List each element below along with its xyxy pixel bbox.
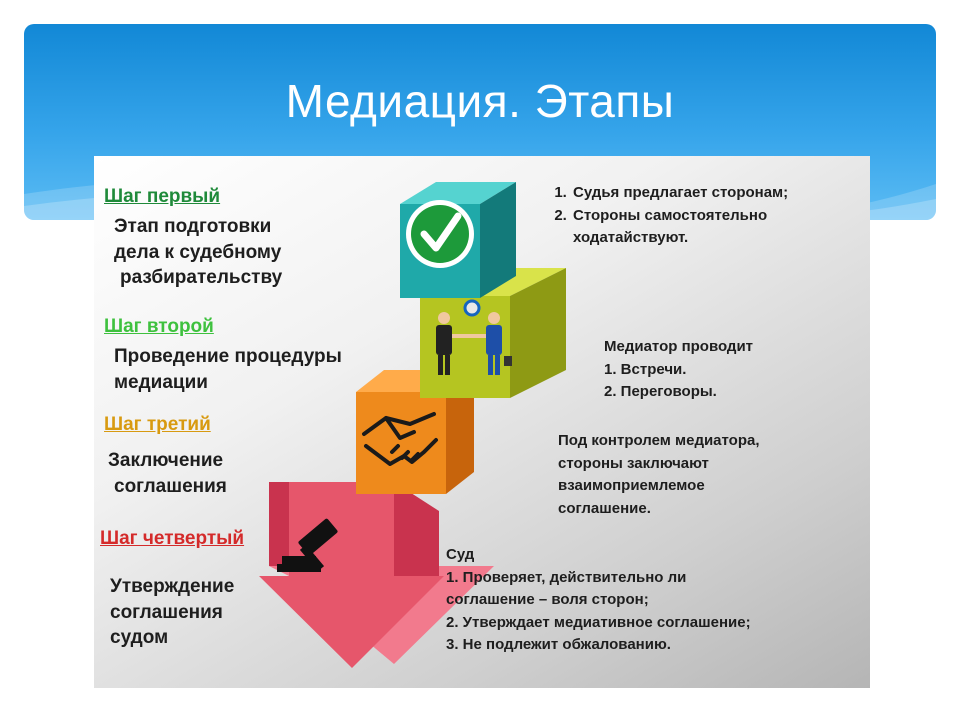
step3-info: Под контролем медиатора, стороны заключают взаимоприемлемое соглашение. <box>558 432 760 517</box>
step1-title: Шаг первый <box>104 186 221 207</box>
step3-description: Заключение соглашения <box>108 450 227 497</box>
step1-info-item: 1. Судья предлагает сторонам; <box>571 182 859 205</box>
step2-description: Проведение процедуры медиации <box>114 346 342 393</box>
step1-description: Этап подготовки дела к судебному разбирательству <box>114 216 283 289</box>
diagram-panel <box>94 156 870 688</box>
step2-info: Медиатор проводит 1. Встречи. 2. Переговоры. <box>604 338 754 400</box>
slide-title: Медиация. Этапы <box>285 75 675 127</box>
step1-info-item: 2. Стороны самостоятельно ходатайствуют. <box>571 205 859 250</box>
step3-title: Шаг третий <box>104 414 211 435</box>
step2-title: Шаг второй <box>104 316 214 337</box>
step1-info <box>549 182 859 250</box>
checkmark-icon <box>406 200 474 268</box>
step4-description: Утверждение соглашения судом <box>110 576 235 649</box>
step4-info: Суд 1. Проверяет, действительно ли соглашение – воля сторон; 2. Утверждает медиативное соглашение; 3. Не подлежит обжалованию. <box>446 546 751 653</box>
step4-title: Шаг четвертый <box>100 528 245 549</box>
